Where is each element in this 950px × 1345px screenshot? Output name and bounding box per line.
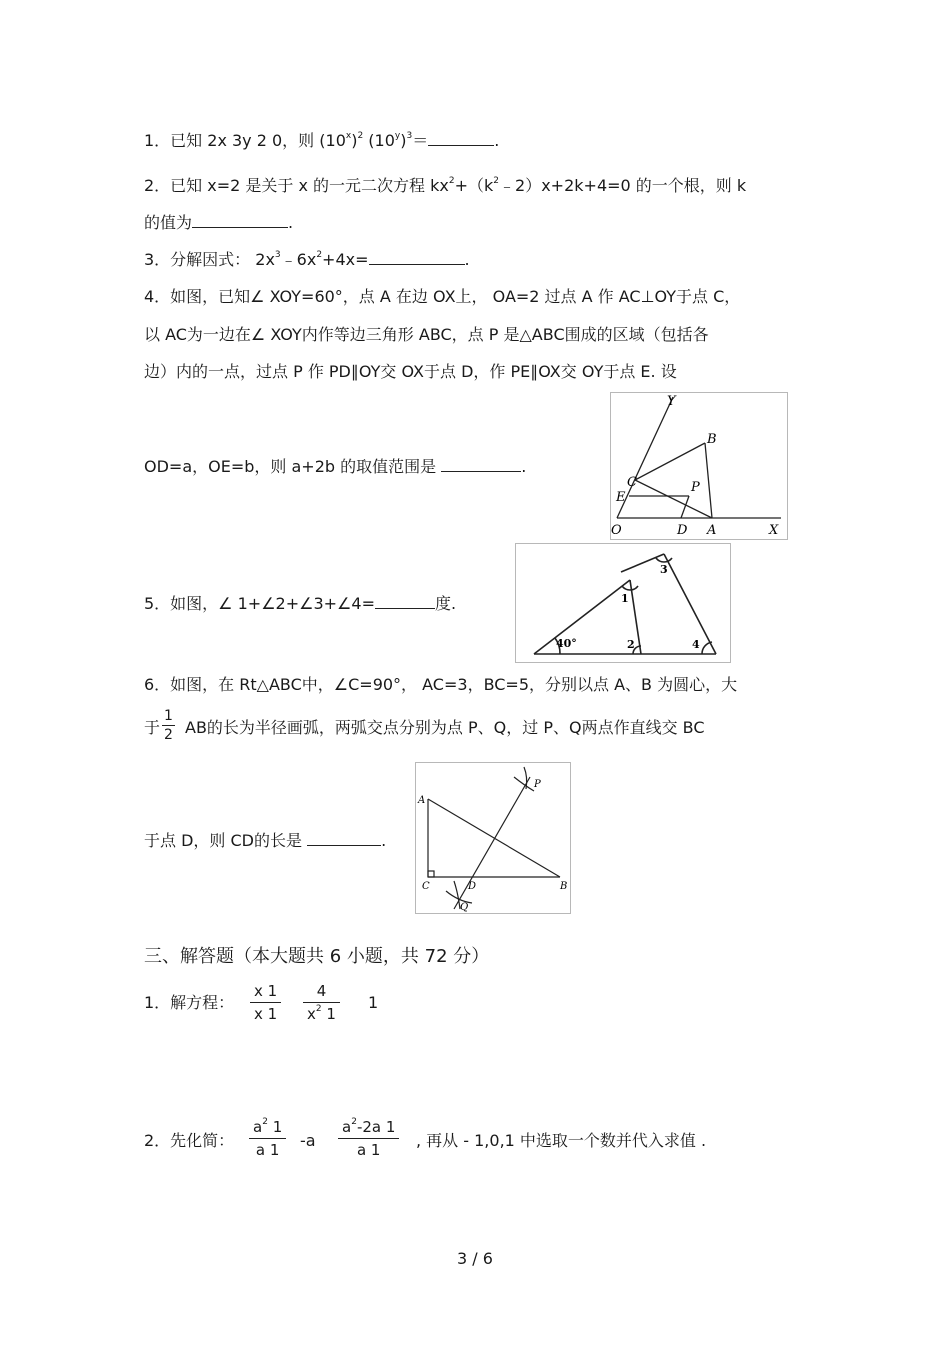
- label-a: A: [707, 523, 717, 538]
- problem-1-rhs: 1: [368, 993, 379, 1012]
- question-6-line3: 于点 D，则 CD的长是 .: [144, 831, 387, 850]
- label-y: Y: [667, 394, 676, 409]
- figure-q6: [415, 762, 571, 914]
- label-angle-3: 3: [660, 563, 668, 576]
- label-angle-4: 4: [692, 638, 700, 651]
- figure-q4-svg: [611, 393, 787, 539]
- answer-blank[interactable]: [441, 471, 521, 472]
- label-c: C: [627, 475, 637, 490]
- question-4-line4: OD=a，OE=b，则 a+2b 的取值范围是 .: [144, 457, 527, 476]
- label-40-degrees: 40°: [556, 637, 577, 650]
- perpendicular-bisector-pq: [454, 777, 530, 909]
- top-side: [621, 554, 664, 572]
- line-pd: [681, 496, 689, 518]
- answer-blank[interactable]: [192, 227, 288, 228]
- answer-blank[interactable]: [375, 608, 435, 609]
- question-1: 1．已知 2x 3y 2 0，则 $(10^x)^2$ $(10^y)^3=$ .: [144, 131, 500, 150]
- question-3: 3．分解因式： $2x^3﹣6x^2+4x=$ .: [144, 250, 470, 269]
- label-angle-1: 1: [621, 592, 629, 605]
- label-x: X: [769, 523, 779, 538]
- answer-blank[interactable]: [369, 264, 465, 265]
- question-4-line1: 4．如图，已知∠ XOY=60°，点 A 在边 OX上， OA=2 过点 A 作 AC⊥OY于点 C，: [144, 287, 741, 306]
- answer-blank[interactable]: [428, 145, 494, 146]
- right-side: [664, 554, 716, 654]
- label-q: Q: [460, 902, 469, 913]
- label-d: D: [677, 523, 688, 538]
- page-number: 3 / 6: [457, 1249, 493, 1268]
- label-o: O: [611, 523, 622, 538]
- label-p: P: [534, 779, 541, 790]
- label-c: C: [422, 881, 430, 892]
- label-d: D: [468, 881, 477, 892]
- problem-2-mid: -a: [300, 1131, 316, 1150]
- figure-q5-svg: [516, 544, 730, 662]
- question-4-line3: 边）内的一点，过点 P 作 PD∥OY交 OX于点 D，作 PE∥OX交 OY于点 E. 设: [144, 362, 677, 381]
- problem-2-tail: , 再从 - 1,0,1 中选取一个数并代入求值 .: [416, 1131, 707, 1150]
- line-ba: [705, 443, 712, 518]
- problem-2-label: 2．先化简：: [144, 1131, 235, 1150]
- label-a: A: [418, 795, 426, 806]
- angle-1-arc: [622, 586, 638, 590]
- figure-q4: [610, 392, 788, 540]
- arc-p-1: [514, 777, 534, 791]
- left-side: [534, 580, 630, 654]
- question-6-line2: 于: [144, 718, 161, 737]
- figure-q5: [515, 543, 731, 663]
- angle-3-arc: [656, 558, 672, 562]
- question-6-line2-rest: AB的长为半径画弧，两弧交点分别为点 P、Q，过 P、Q两点作直线交 BC: [185, 718, 705, 737]
- label-p: P: [691, 480, 700, 495]
- fraction-4: $\frac{a^2-2a 1}{a 1}$: [338, 1118, 399, 1159]
- line-cb: [635, 443, 705, 480]
- label-angle-2: 2: [627, 638, 635, 651]
- right-angle-mark: [428, 871, 434, 877]
- label-e: E: [616, 490, 626, 505]
- line-ac: [635, 480, 712, 518]
- question-5: 5．如图，∠ 1+∠2+∠3+∠4= 度.: [144, 594, 457, 613]
- question-4-line2: 以 AC为一边在∠ XOY内作等边三角形 ABC，点 P 是△ABC围成的区域（包括各: [144, 325, 709, 344]
- question-6-line1: 6．如图，在 Rt△ABC中，∠C=90°， AC=3，BC=5，分别以点 A、B 为圆心，大: [144, 675, 738, 694]
- figure-q6-svg: [416, 763, 570, 913]
- section-title: 三、解答题（本大题共 6 小题，共 72 分）: [144, 946, 490, 967]
- label-b: B: [707, 432, 717, 447]
- side-ab: [428, 799, 560, 877]
- fraction-2: $\frac{4}{x^2 1}$: [303, 982, 340, 1023]
- fraction-1: $\frac{x 1}{x 1}$: [250, 982, 281, 1023]
- question-2-line2: 的值为 .: [144, 213, 294, 232]
- problem-1-label: 1．解方程：: [144, 993, 235, 1012]
- fraction-one-half: $\frac{1}{2}$: [164, 708, 173, 743]
- question-2: 2．已知 x=2 是关于 x 的一元二次方程 $kx^2+(k^2﹣2)x+2k+4=0$ 的一个根，则 k: [144, 176, 747, 195]
- fraction-3: $\frac{a^2 1}{a 1}$: [249, 1118, 286, 1159]
- answer-blank[interactable]: [307, 845, 381, 846]
- label-b: B: [560, 881, 568, 892]
